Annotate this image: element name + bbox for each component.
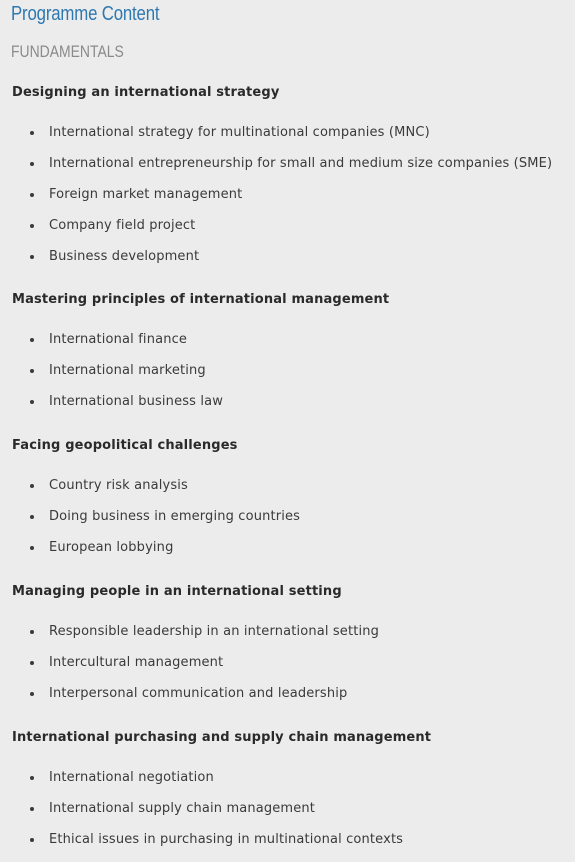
- bullet-icon: [30, 776, 34, 780]
- bullet-icon: [30, 338, 34, 342]
- list-item-text: Country risk analysis: [49, 478, 188, 493]
- bullet-icon: [30, 400, 34, 404]
- list-item-text: International supply chain management: [49, 801, 316, 816]
- bullet-icon: [30, 630, 34, 634]
- list-item-text: Doing business in emerging countries: [49, 509, 301, 524]
- list-item-text: International strategy for multinational companies (MNC): [49, 125, 430, 140]
- group-heading-mastering-principles: Mastering principles of international management: [12, 292, 390, 307]
- bullet-icon: [30, 661, 34, 665]
- list-item-text: International business law: [49, 394, 224, 409]
- list-item-text: Interpersonal communication and leadership: [49, 686, 348, 701]
- list-item-text: Foreign market management: [49, 187, 243, 202]
- list-item-text: Responsible leadership in an international setting: [49, 624, 379, 639]
- bullet-icon: [30, 484, 34, 488]
- group-heading-managing-people: Managing people in an international setting: [12, 584, 342, 599]
- bullet-icon: [30, 131, 34, 135]
- bullet-icon: [30, 193, 34, 197]
- list-item-text: Intercultural management: [49, 655, 224, 670]
- bullet-icon: [30, 224, 34, 228]
- list-item-text: International negotiation: [49, 770, 214, 785]
- bullet-icon: [30, 838, 34, 842]
- list-item-text: International marketing: [49, 363, 206, 378]
- page-title: Programme Content: [11, 3, 160, 25]
- bullet-icon: [30, 692, 34, 696]
- group-heading-designing-strategy: Designing an international strategy: [12, 85, 280, 100]
- list-item-text: European lobbying: [49, 540, 174, 555]
- group-heading-geopolitical-challenges: Facing geopolitical challenges: [12, 438, 238, 453]
- bullet-icon: [30, 515, 34, 519]
- group-heading-purchasing-supply-chain: International purchasing and supply chain management: [12, 730, 432, 745]
- list-item-text: Business development: [49, 249, 200, 264]
- section-label: FUNDAMENTALS: [11, 42, 124, 61]
- list-item-text: Company field project: [49, 218, 196, 233]
- bullet-icon: [30, 369, 34, 373]
- bullet-icon: [30, 255, 34, 259]
- bullet-icon: [30, 807, 34, 811]
- bullet-icon: [30, 162, 34, 166]
- list-item-text: International entrepreneurship for small and medium size companies (SME): [49, 156, 553, 171]
- list-item-text: International finance: [49, 332, 188, 347]
- list-item-text: Ethical issues in purchasing in multinational contexts: [49, 832, 404, 847]
- bullet-icon: [30, 546, 34, 550]
